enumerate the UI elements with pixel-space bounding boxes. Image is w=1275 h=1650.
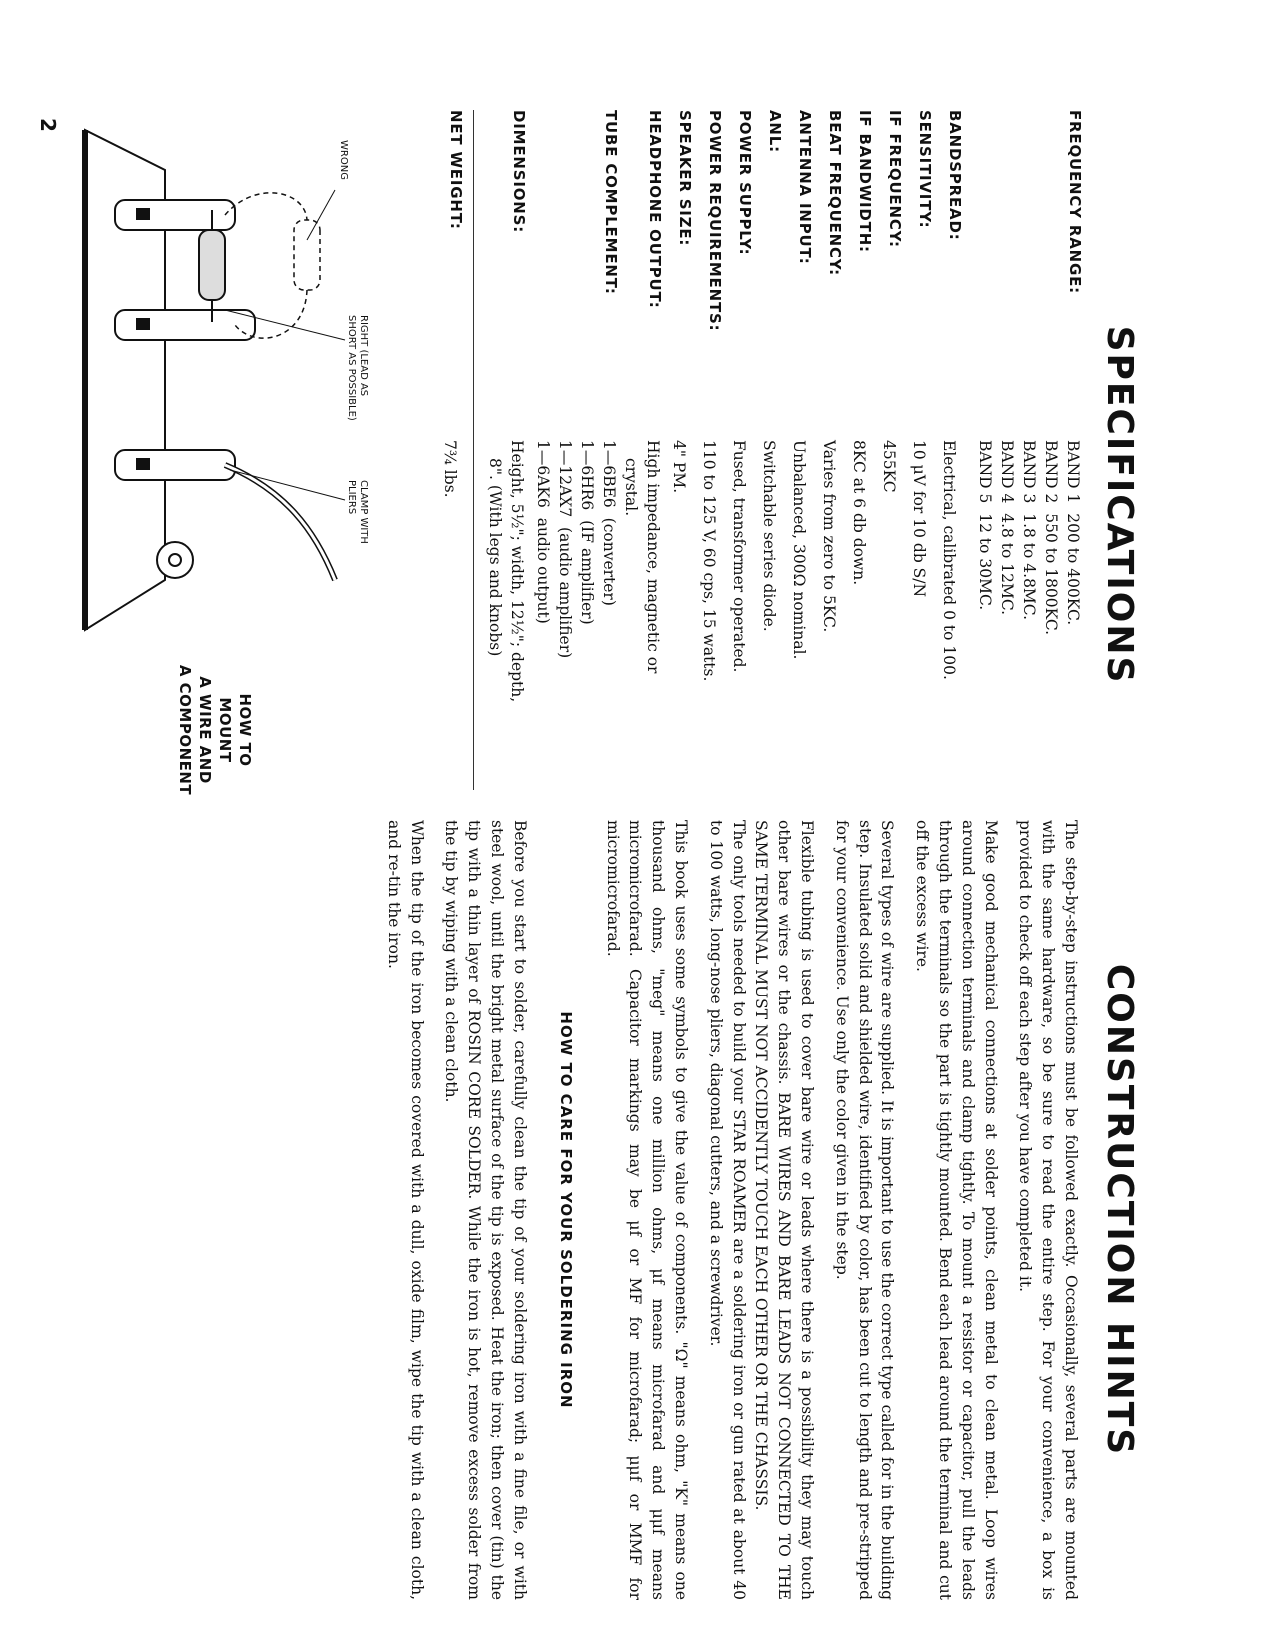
hints-body	[382, 820, 1082, 1600]
hint-paragraph: Before you start to solder, carefully clean the tip of your soldering iron with a fine file, or with steel wool, until the bright metal surface of the tip is exposed. Heat the iron; then cover (tin) the tip with a thin layer of ROSIN CORE SOLDER. While the iron is hot, remove excess solder from the tip by wiping with a clean cloth.	[442, 820, 529, 1600]
spec-value	[484, 440, 528, 800]
hint-paragraph: This book uses some symbols to give the value of components. "Ω" means ohm, "K" means one thousand ohms, "meg" means one million ohms, μf means microfarad and μμf means micromicrofarad. Capacitor markings may be μf or MF for microfarad; μμf or MMF for micromicrofarad.	[603, 820, 691, 1600]
spec-value: 4" PM.	[670, 440, 688, 494]
spec-value: Switchable series diode.	[760, 440, 778, 632]
label-wrong: WRONG	[338, 140, 349, 180]
spec-label: HEADPHONE OUTPUT:	[646, 110, 664, 309]
tube-item: 1—12AX7 (audio amplifier)	[556, 440, 574, 659]
figure-title-line: A COMPONENT	[176, 664, 194, 796]
spec-frequency-range	[974, 110, 1084, 800]
spec-net-weight	[435, 110, 465, 800]
mount-figure	[75, 110, 375, 800]
terminal-lug	[115, 450, 235, 480]
lug-hole	[136, 208, 150, 220]
spec-tubes	[532, 440, 620, 800]
hint-paragraph: The only tools needed to build your STAR ROAMER are a soldering iron or gun rated at about 40 to 100 watts, long-nose pliers, diagonal cutters, and a screwdriver.	[706, 820, 748, 1600]
figure-title-line: A WIRE AND	[196, 676, 214, 784]
tube-item: 1—6BE6 (converter)	[600, 440, 618, 606]
spec-value	[620, 440, 664, 800]
spec-label: IF FREQUENCY:	[886, 110, 904, 248]
spec-value: 110 to 125 V, 60 cps, 15 watts.	[700, 440, 718, 682]
spec-value: 7¾ lbs.	[441, 440, 459, 498]
label-clamp-1: CLAMP WITH	[358, 480, 369, 544]
clamp-pointer	[230, 470, 345, 500]
resistor-component	[199, 230, 225, 300]
mounting-hole	[169, 554, 181, 566]
spec-beat-frequency	[814, 110, 844, 800]
wrong-long-lead	[225, 193, 307, 220]
band-1: BAND 1 200 to 400KC.	[1064, 440, 1082, 626]
hint-paragraph: When the tip of the iron becomes covered with a dull, oxide film, wipe the tip with a clean cloth, and re-tin the iron.	[384, 820, 426, 1600]
spec-label: SPEAKER SIZE:	[676, 110, 694, 247]
band-5: BAND 5 12 to 30MC.	[976, 440, 994, 611]
label-right-1: RIGHT (LEAD AS	[358, 315, 369, 397]
spec-value: Unbalanced, 300Ω nominal.	[790, 440, 808, 660]
spec-bandspread	[934, 110, 964, 800]
spec-anl	[754, 110, 784, 800]
hint-paragraph: Make good mechanical connections at solder points, clean metal to clean metal. Loop wires around connection terminals and clamp tightly. To mount a resistor or capacitor, pull the leads through the terminals so the part is tightly mounted. Bend each lead around the terminal and cut off the excess wire.	[913, 820, 1000, 1600]
spec-antenna-input	[784, 110, 814, 800]
spec-label: BEAT FREQUENCY:	[826, 110, 844, 276]
section-rule	[473, 110, 474, 790]
specifications-section	[55, 110, 1140, 800]
figure-title	[175, 660, 255, 800]
hint-paragraph: The step-by-step instructions must be followed exactly. Occasionally, several parts are mounted with the same hardware, so be sure to read the entire step. For your convenience, a box is provided to check off each step after you have completed it.	[1016, 820, 1080, 1600]
construction-hints-section	[130, 820, 1140, 1600]
band-3: BAND 3 1.8 to 4.8MC.	[1020, 440, 1038, 621]
specifications-heading: SPECIFICATIONS	[1099, 325, 1140, 685]
tube-item: 1—6HR6 (IF amplifier)	[578, 440, 596, 625]
spec-label: NET WEIGHT:	[447, 110, 465, 230]
label-clamp-2: PLIERS	[346, 480, 357, 515]
lug-hole	[136, 318, 150, 330]
spec-dimensions	[484, 110, 528, 800]
spec-list	[435, 110, 1084, 800]
spec-label: IF BANDWIDTH:	[856, 110, 874, 253]
wrong-component-outline	[294, 220, 320, 290]
spec-value-line: 8". (With legs and knobs)	[486, 458, 504, 657]
spec-label: TUBE COMPLEMENT:	[602, 110, 620, 295]
band-2: BAND 2 550 to 1800KC.	[1042, 440, 1060, 636]
tube-item: 1—6AK6 audio output)	[534, 440, 552, 624]
soldering-iron-heading: HOW TO CARE FOR YOUR SOLDERING IRON	[556, 1011, 575, 1409]
wrong-pointer	[307, 190, 335, 240]
spec-label: FREQUENCY RANGE:	[1066, 110, 1084, 294]
spec-label: POWER REQUIREMENTS:	[706, 110, 724, 332]
spec-bands	[974, 440, 1084, 800]
spec-label: SENSITIVITY:	[916, 110, 934, 229]
spec-value: Electrical, calibrated 0 to 100.	[940, 440, 958, 680]
terminal-lug	[115, 200, 235, 230]
spec-power-requirements	[694, 110, 724, 800]
spec-value: 8KC at 6 db down.	[850, 440, 868, 586]
spec-value-line: Height, 5½"; width, 12½"; depth,	[508, 440, 526, 703]
spec-value: 455KC	[880, 440, 898, 493]
spec-value: 10 μV for 10 db S/N	[910, 440, 928, 598]
spec-label: ANTENNA INPUT:	[796, 110, 814, 265]
hint-paragraph: Several types of wire are supplied. It is important to use the correct type called for in the building step. Insulated solid and shielded wire, identified by color, has been cut to length and pre-stripped for your convenience. Use only the color given in the step.	[832, 820, 897, 1600]
spec-value: Varies from zero to 5KC.	[820, 440, 838, 633]
hint-paragraph: Flexible tubing is used to cover bare wire or leads where there is a possibility they may touch other bare wires or the chassis. BARE WIRES AND BARE LEADS NOT CONNECTED TO THE SAME TERMINAL MUST NOT ACCIDENTLY TOUCH EACH OTHER OR THE CHASSIS.	[752, 820, 817, 1600]
figure-title-line: HOW TO MOUNT	[216, 693, 254, 767]
spec-headphone-output	[620, 110, 664, 800]
spec-if-frequency	[874, 110, 904, 800]
insulated-wire-highlight	[225, 465, 335, 580]
spec-value-line: crystal.	[622, 458, 640, 517]
spec-value-line: High impedance, magnetic or	[644, 440, 662, 674]
band-4: BAND 4 4.8 to 12MC.	[998, 440, 1016, 616]
spec-value: Fused, transformer operated.	[730, 440, 748, 673]
spec-label: DIMENSIONS:	[510, 110, 528, 234]
insulated-wire	[225, 465, 335, 580]
spec-label: BANDSPREAD:	[946, 110, 964, 241]
label-right-2: SHORT AS POSSIBLE)	[346, 315, 357, 421]
spec-speaker-size	[664, 110, 694, 800]
spec-label: POWER SUPPLY:	[736, 110, 754, 256]
wire-mount-illustration	[75, 110, 375, 670]
spec-tube-complement	[532, 110, 620, 800]
page-number-label: 2	[36, 118, 60, 132]
spec-sensitivity	[904, 110, 934, 800]
spec-label: ANL:	[766, 110, 784, 153]
spec-power-supply	[724, 110, 754, 800]
construction-hints-heading: CONSTRUCTION HINTS	[1099, 963, 1140, 1457]
spec-if-bandwidth	[844, 110, 874, 800]
lug-hole	[136, 458, 150, 470]
